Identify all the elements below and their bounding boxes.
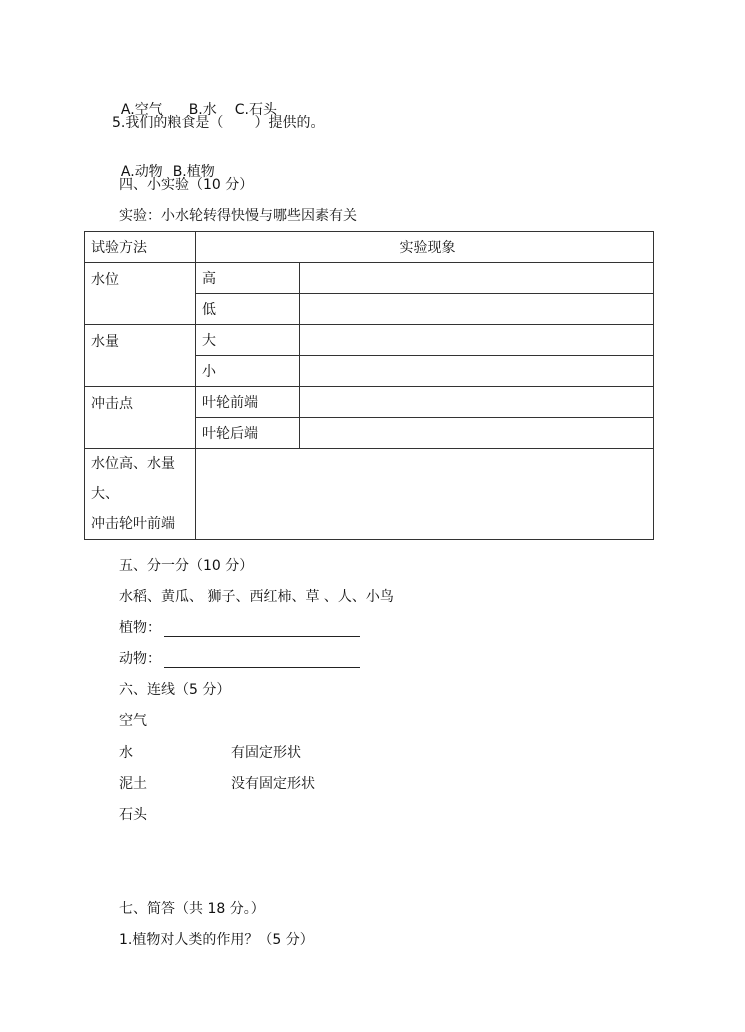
plants-answer-blank[interactable]	[164, 622, 360, 637]
combined-factor-cell	[85, 449, 196, 540]
section7-title: 七、简答（共 18 分。）	[119, 901, 265, 917]
option-cell: 低	[196, 294, 300, 325]
animals-row	[119, 650, 360, 668]
section4-title: 四、小实验（10 分）	[119, 177, 254, 193]
animals-answer-blank[interactable]	[164, 653, 360, 668]
header-method: 试验方法	[85, 232, 196, 263]
factor-cell: 水量	[85, 325, 196, 387]
section7-question-1: 1.植物对人类的作用？（5 分）	[119, 932, 314, 948]
q4-option-c: C.石头	[234, 102, 277, 118]
option-cell: 大	[196, 325, 300, 356]
option-cell: 叶轮前端	[196, 387, 300, 418]
combined-line-2: 冲击轮叶前端	[91, 516, 175, 532]
factor-cell: 冲击点	[85, 387, 196, 449]
table-row	[85, 387, 654, 418]
observation-answer-cell[interactable]	[300, 356, 654, 387]
plants-label: 植物：	[119, 620, 161, 636]
experiment-table	[84, 231, 654, 540]
q5-option-b: B.植物	[172, 164, 215, 180]
classification-items: 水稻、黄瓜、 狮子、西红柿、草 、人、小鸟	[119, 589, 394, 605]
section6-title: 六、连线（5 分）	[119, 682, 231, 698]
match-right-item[interactable]: 有固定形状	[231, 745, 301, 761]
combined-line-1: 水位高、水量大、	[91, 456, 175, 502]
animals-label: 动物：	[119, 651, 161, 667]
match-right-item[interactable]: 没有固定形状	[231, 776, 315, 792]
option-cell: 小	[196, 356, 300, 387]
observation-answer-cell[interactable]	[300, 294, 654, 325]
combined-answer-cell[interactable]	[196, 449, 654, 540]
observation-answer-cell[interactable]	[300, 418, 654, 449]
match-left-item[interactable]: 水	[119, 745, 133, 761]
q4-option-b: B.水	[188, 102, 217, 118]
q5-question: 5.我们的粮食是（ ）提供的。	[112, 115, 325, 131]
match-left-item[interactable]: 泥土	[119, 776, 147, 792]
table-header-row	[85, 232, 654, 263]
table-row	[85, 263, 654, 294]
match-left-item[interactable]: 空气	[119, 713, 147, 729]
q5-option-a: A.动物	[120, 164, 163, 180]
header-observation: 实验现象	[196, 232, 654, 263]
section5-title: 五、分一分（10 分）	[119, 558, 254, 574]
table-row	[85, 325, 654, 356]
factor-cell: 水位	[85, 263, 196, 325]
table-row	[85, 449, 654, 540]
observation-answer-cell[interactable]	[300, 325, 654, 356]
q4-option-a: A.空气	[120, 102, 163, 118]
option-cell: 叶轮后端	[196, 418, 300, 449]
plants-row	[119, 619, 360, 637]
option-cell: 高	[196, 263, 300, 294]
match-left-item[interactable]: 石头	[119, 807, 147, 823]
observation-answer-cell[interactable]	[300, 263, 654, 294]
experiment-subtitle: 实验：小水轮转得快慢与哪些因素有关	[119, 208, 357, 224]
observation-answer-cell[interactable]	[300, 387, 654, 418]
